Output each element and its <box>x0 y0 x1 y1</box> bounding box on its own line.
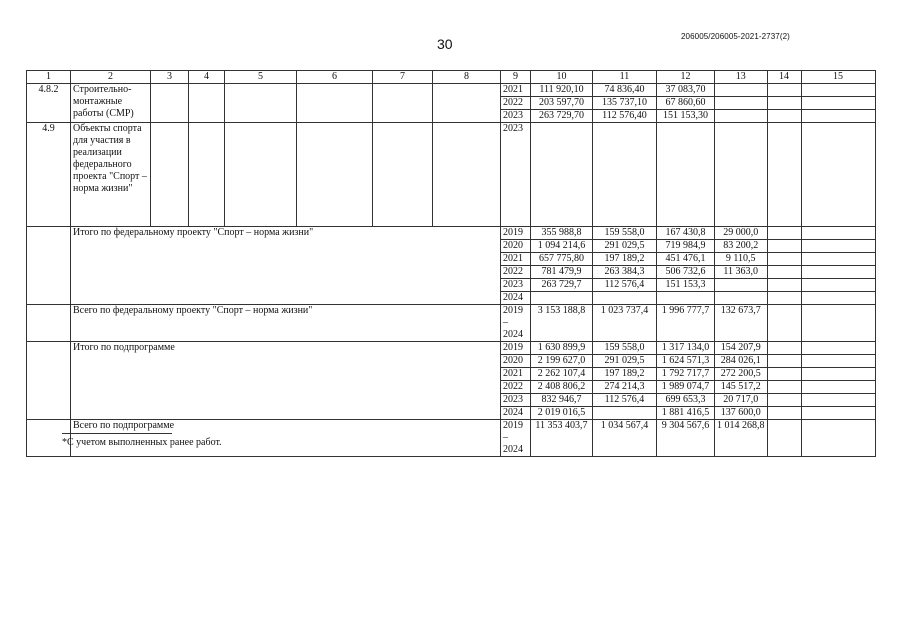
table-row <box>27 227 876 240</box>
header-cell: 13 <box>715 71 768 84</box>
value-federal: 197 189,2 <box>593 368 657 381</box>
year-cell: 2019 – 2024 <box>501 305 531 342</box>
value-local <box>715 84 768 97</box>
value-regional: 719 984,9 <box>657 240 715 253</box>
value-total: 657 775,80 <box>531 253 593 266</box>
footnote: *С учетом выполненных ранее работ. <box>62 437 222 448</box>
header-cell: 15 <box>801 71 875 84</box>
footnote-divider <box>62 433 172 434</box>
empty-cell <box>373 123 433 227</box>
empty-cell <box>767 305 801 342</box>
value-local <box>715 123 768 227</box>
row-label: Итого по подпрограмме <box>71 342 501 420</box>
empty-cell <box>801 84 875 97</box>
empty-cell <box>767 292 801 305</box>
value-federal: 159 558,0 <box>593 227 657 240</box>
empty-cell <box>801 240 875 253</box>
budget-table <box>26 70 876 457</box>
year-cell: 2020 <box>501 240 531 253</box>
empty-cell <box>225 123 297 227</box>
value-local: 29 000,0 <box>715 227 768 240</box>
empty-cell <box>767 84 801 97</box>
value-federal: 291 029,5 <box>593 355 657 368</box>
year-cell: 2022 <box>501 381 531 394</box>
empty-cell <box>373 84 433 123</box>
value-regional: 451 476,1 <box>657 253 715 266</box>
page-number: 30 <box>437 36 453 52</box>
row-label: Объекты спорта для участия в реализации федерального проекта "Спорт – норма жизни" <box>71 123 151 227</box>
value-regional: 37 083,70 <box>657 84 715 97</box>
empty-cell <box>767 420 801 457</box>
row-number: 4.9 <box>27 123 71 227</box>
empty-cell <box>767 253 801 266</box>
value-local: 9 110,5 <box>715 253 768 266</box>
value-total: 203 597,70 <box>531 97 593 110</box>
value-total <box>531 123 593 227</box>
empty-cell <box>151 84 189 123</box>
value-local <box>715 110 768 123</box>
year-cell: 2021 <box>501 84 531 97</box>
value-federal: 1 023 737,4 <box>593 305 657 342</box>
value-federal: 1 034 567,4 <box>593 420 657 457</box>
value-total: 832 946,7 <box>531 394 593 407</box>
empty-cell <box>297 123 373 227</box>
header-cell: 3 <box>151 71 189 84</box>
value-federal: 74 836,40 <box>593 84 657 97</box>
value-federal <box>593 292 657 305</box>
row-label: Строительно-монтажные работы (СМР) <box>71 84 151 123</box>
value-federal: 135 737,10 <box>593 97 657 110</box>
value-local <box>715 279 768 292</box>
value-regional: 1 624 571,3 <box>657 355 715 368</box>
empty-cell <box>801 253 875 266</box>
value-federal <box>593 123 657 227</box>
row-number <box>27 305 71 342</box>
empty-cell <box>767 381 801 394</box>
empty-cell <box>801 368 875 381</box>
row-label: Всего по федеральному проекту "Спорт – норма жизни" <box>71 305 501 342</box>
value-regional: 1 996 777,7 <box>657 305 715 342</box>
year-cell: 2019 <box>501 227 531 240</box>
value-total: 263 729,70 <box>531 110 593 123</box>
empty-cell <box>801 420 875 457</box>
value-total <box>531 292 593 305</box>
header-cell: 7 <box>373 71 433 84</box>
value-regional: 67 860,60 <box>657 97 715 110</box>
value-total: 2 262 107,4 <box>531 368 593 381</box>
value-total: 1 094 214,6 <box>531 240 593 253</box>
value-federal: 291 029,5 <box>593 240 657 253</box>
value-regional: 1 881 416,5 <box>657 407 715 420</box>
header-cell: 6 <box>297 71 373 84</box>
empty-cell <box>801 266 875 279</box>
value-regional: 699 653,3 <box>657 394 715 407</box>
value-total: 111 920,10 <box>531 84 593 97</box>
empty-cell <box>151 123 189 227</box>
empty-cell <box>767 279 801 292</box>
empty-cell <box>767 227 801 240</box>
empty-cell <box>225 84 297 123</box>
year-cell: 2024 <box>501 407 531 420</box>
empty-cell <box>767 266 801 279</box>
year-cell: 2021 <box>501 253 531 266</box>
year-cell: 2023 <box>501 110 531 123</box>
empty-cell <box>433 84 501 123</box>
value-local <box>715 292 768 305</box>
empty-cell <box>189 123 225 227</box>
empty-cell <box>801 279 875 292</box>
value-federal: 112 576,40 <box>593 110 657 123</box>
value-federal <box>593 407 657 420</box>
empty-cell <box>801 97 875 110</box>
empty-cell <box>189 84 225 123</box>
empty-cell <box>433 123 501 227</box>
value-local: 145 517,2 <box>715 381 768 394</box>
value-regional <box>657 123 715 227</box>
value-federal: 197 189,2 <box>593 253 657 266</box>
row-number <box>27 227 71 305</box>
year-cell: 2023 <box>501 279 531 292</box>
value-local: 284 026,1 <box>715 355 768 368</box>
value-regional: 1 989 074,7 <box>657 381 715 394</box>
value-local: 1 014 268,8 <box>715 420 768 457</box>
empty-cell <box>801 123 875 227</box>
value-total: 355 988,8 <box>531 227 593 240</box>
table-row <box>27 305 876 342</box>
value-total: 2 199 627,0 <box>531 355 593 368</box>
value-local: 83 200,2 <box>715 240 768 253</box>
header-cell: 2 <box>71 71 151 84</box>
value-local: 132 673,7 <box>715 305 768 342</box>
value-regional: 9 304 567,6 <box>657 420 715 457</box>
empty-cell <box>801 355 875 368</box>
year-cell: 2023 <box>501 123 531 227</box>
empty-cell <box>767 407 801 420</box>
year-cell: 2019 – 2024 <box>501 420 531 457</box>
empty-cell <box>767 110 801 123</box>
row-number: 4.8.2 <box>27 84 71 123</box>
table-row <box>27 84 876 97</box>
value-local: 20 717,0 <box>715 394 768 407</box>
value-local <box>715 97 768 110</box>
value-total: 263 729,7 <box>531 279 593 292</box>
year-cell: 2021 <box>501 368 531 381</box>
value-federal: 112 576,4 <box>593 394 657 407</box>
year-cell: 2022 <box>501 266 531 279</box>
row-label: Итого по федеральному проекту "Спорт – норма жизни" <box>71 227 501 305</box>
document-code: 206005/206005-2021-2737(2) <box>681 32 790 41</box>
empty-cell <box>801 305 875 342</box>
value-federal: 274 214,3 <box>593 381 657 394</box>
value-regional: 1 317 134,0 <box>657 342 715 355</box>
value-local: 272 200,5 <box>715 368 768 381</box>
value-regional: 151 153,3 <box>657 279 715 292</box>
table-row <box>27 342 876 355</box>
header-cell: 4 <box>189 71 225 84</box>
header-cell: 11 <box>593 71 657 84</box>
value-regional: 167 430,8 <box>657 227 715 240</box>
value-federal: 159 558,0 <box>593 342 657 355</box>
empty-cell <box>801 292 875 305</box>
value-local: 154 207,9 <box>715 342 768 355</box>
row-label: Всего по подпрограмме <box>71 420 501 457</box>
empty-cell <box>801 394 875 407</box>
empty-cell <box>767 123 801 227</box>
empty-cell <box>767 368 801 381</box>
row-number <box>27 342 71 420</box>
value-total: 3 153 188,8 <box>531 305 593 342</box>
value-regional: 151 153,30 <box>657 110 715 123</box>
value-regional: 506 732,6 <box>657 266 715 279</box>
empty-cell <box>297 84 373 123</box>
empty-cell <box>767 394 801 407</box>
header-cell: 8 <box>433 71 501 84</box>
empty-cell <box>801 110 875 123</box>
year-cell: 2023 <box>501 394 531 407</box>
value-regional <box>657 292 715 305</box>
empty-cell <box>767 342 801 355</box>
value-local: 137 600,0 <box>715 407 768 420</box>
header-cell: 9 <box>501 71 531 84</box>
value-local: 11 363,0 <box>715 266 768 279</box>
value-regional: 1 792 717,7 <box>657 368 715 381</box>
empty-cell <box>801 381 875 394</box>
empty-cell <box>801 407 875 420</box>
year-cell: 2024 <box>501 292 531 305</box>
empty-cell <box>801 342 875 355</box>
table-row <box>27 123 876 227</box>
empty-cell <box>767 355 801 368</box>
empty-cell <box>801 227 875 240</box>
header-cell: 1 <box>27 71 71 84</box>
value-federal: 263 384,3 <box>593 266 657 279</box>
year-cell: 2019 <box>501 342 531 355</box>
value-total: 2 019 016,5 <box>531 407 593 420</box>
empty-cell <box>767 97 801 110</box>
year-cell: 2020 <box>501 355 531 368</box>
header-cell: 12 <box>657 71 715 84</box>
value-total: 1 630 899,9 <box>531 342 593 355</box>
value-federal: 112 576,4 <box>593 279 657 292</box>
header-cell: 5 <box>225 71 297 84</box>
value-total: 11 353 403,7 <box>531 420 593 457</box>
header-cell: 14 <box>767 71 801 84</box>
header-row <box>27 71 876 84</box>
value-total: 2 408 806,2 <box>531 381 593 394</box>
empty-cell <box>767 240 801 253</box>
year-cell: 2022 <box>501 97 531 110</box>
value-total: 781 479,9 <box>531 266 593 279</box>
header-cell: 10 <box>531 71 593 84</box>
